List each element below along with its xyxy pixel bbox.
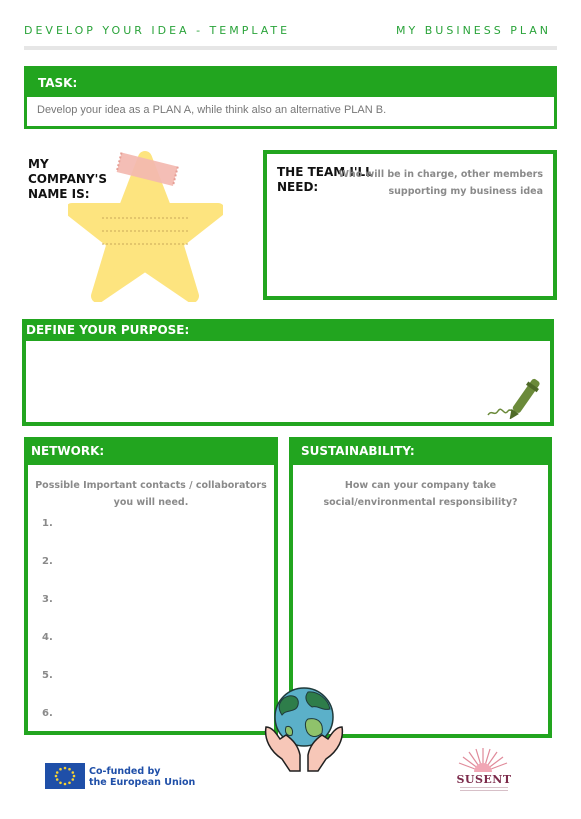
purpose-box xyxy=(22,319,554,426)
network-item-6: 6. xyxy=(42,708,53,719)
sustainability-header xyxy=(289,437,552,465)
task-header xyxy=(27,69,554,97)
purpose-title: DEFINE YOUR PURPOSE: xyxy=(26,323,190,337)
eu-flag-icon xyxy=(45,763,85,789)
network-header xyxy=(24,437,278,465)
task-box xyxy=(24,66,557,129)
globe-in-hands-icon xyxy=(262,683,346,773)
task-title: TASK: xyxy=(38,76,78,90)
team-box xyxy=(263,150,557,300)
team-title-line-1: THE TEAM I'LL xyxy=(277,165,373,179)
team-title-line-2: NEED: xyxy=(277,180,319,194)
network-item-3: 3. xyxy=(42,594,53,605)
network-hint-line-2: you will need. xyxy=(113,497,189,508)
document-title: DEVELOP YOUR IDEA - TEMPLATE xyxy=(24,24,291,37)
document-subtitle: MY BUSINESS PLAN xyxy=(396,24,551,37)
task-text: Develop your idea as a PLAN A, while think also an alternative PLAN B. xyxy=(37,104,387,116)
susent-logo-text: SUSENT xyxy=(456,773,512,786)
sustainability-hint xyxy=(293,477,548,511)
company-label-line-2: COMPANY'S xyxy=(28,172,107,186)
team-hint-line-2: supporting my business idea xyxy=(388,186,543,197)
sustainability-hint-line-1: How can your company take xyxy=(344,480,497,491)
star-shape xyxy=(68,150,223,302)
network-hint xyxy=(28,477,274,511)
network-box xyxy=(24,437,278,735)
company-label-line-1: MY xyxy=(28,157,49,171)
pen-icon xyxy=(484,373,548,419)
eu-funding-line-2: the European Union xyxy=(89,777,196,788)
header-divider xyxy=(24,46,557,50)
susent-logo-tagline-lines xyxy=(460,787,508,791)
network-title: NETWORK: xyxy=(31,444,105,458)
team-hint-line-1: Who will be in charge, other members xyxy=(338,169,543,180)
eu-funding-line-1: Co-funded by xyxy=(89,766,161,777)
purpose-header xyxy=(22,319,554,341)
eu-funding-text xyxy=(89,766,195,788)
company-label-line-3: NAME IS: xyxy=(28,187,90,201)
network-item-5: 5. xyxy=(42,670,53,681)
network-item-2: 2. xyxy=(42,556,53,567)
sustainability-title: SUSTAINABILITY: xyxy=(301,444,415,458)
team-hint xyxy=(338,166,543,200)
sustainability-hint-line-2: social/environmental responsibility? xyxy=(323,497,518,508)
network-item-1: 1. xyxy=(42,518,53,529)
network-item-4: 4. xyxy=(42,632,53,643)
susent-logo-icon xyxy=(452,744,514,774)
network-hint-line-1: Possible Important contacts / collaborators xyxy=(35,480,267,491)
